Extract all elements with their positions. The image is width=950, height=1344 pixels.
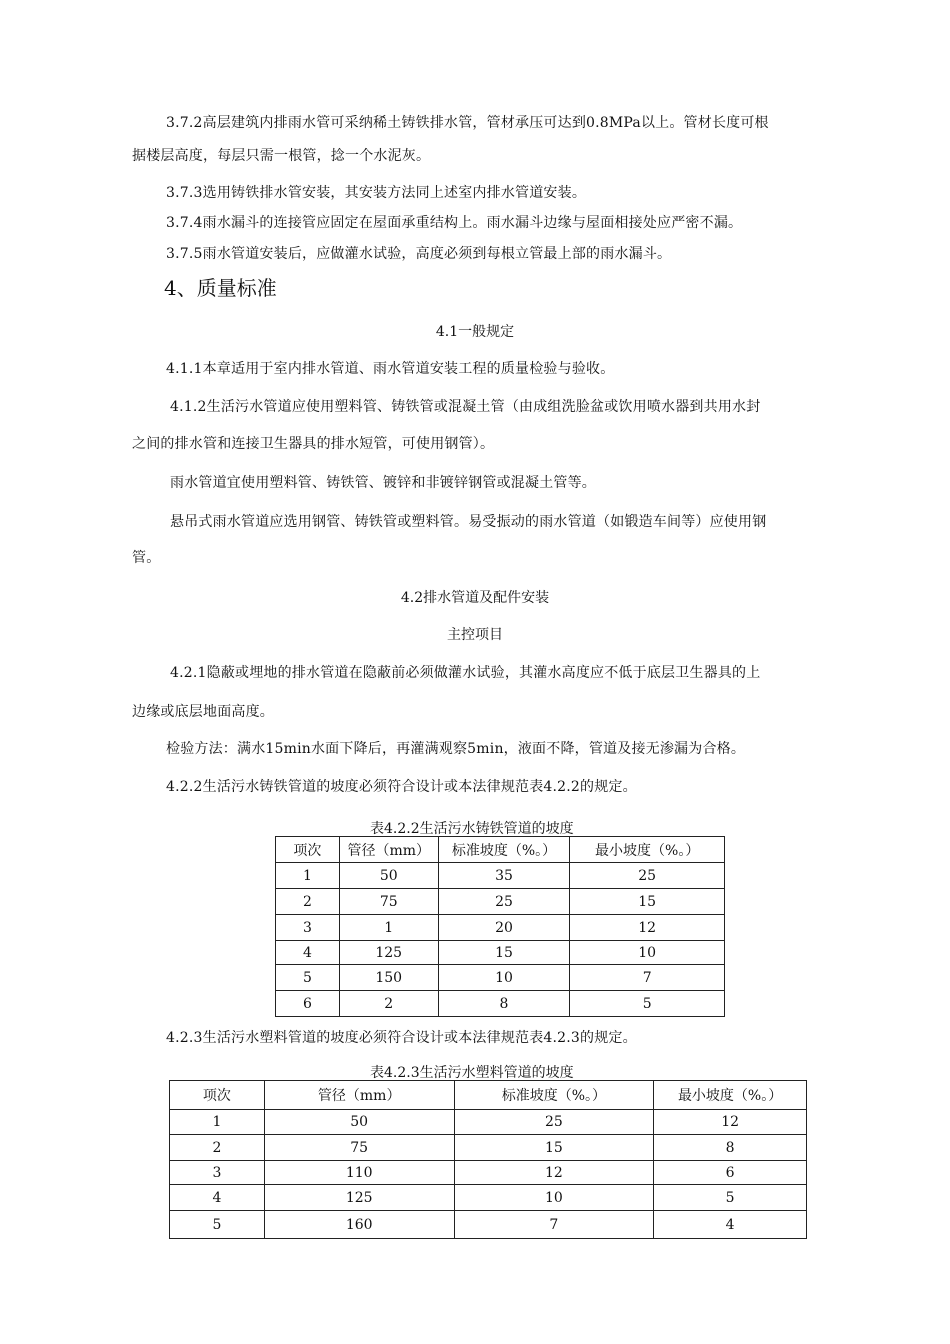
- table-cell: 1: [276, 863, 340, 889]
- table-cell: 20: [438, 915, 570, 941]
- table-header-cell: 标准坡度（%。）: [454, 1081, 654, 1110]
- text-line: 之间的排水管和连接卫生器具的排水短管，可使用钢管）。: [132, 436, 495, 452]
- text-line: 4.1.2生活污水管道应使用塑料管、铸铁管或混凝土管（由成组洗脸盆或饮用喷水器到共用水封: [170, 399, 761, 415]
- table-row: [276, 941, 725, 965]
- table-cell: 15: [438, 941, 570, 965]
- table-cell: 6: [654, 1161, 807, 1185]
- text-line: 4.2.1隐蔽或埋地的排水管道在隐蔽前必须做灌水试验，其灌水高度应不低于底层卫生器具的上: [170, 665, 761, 681]
- table-header-cell: 管径（mm）: [339, 837, 438, 863]
- table-cell: 2: [276, 889, 340, 915]
- table-cell: 2: [339, 991, 438, 1017]
- subsection-title-4-2: 4.2排水管道及配件安装: [400, 590, 550, 606]
- slope-table-plastic: [169, 1080, 807, 1239]
- table-cell: 4: [170, 1185, 265, 1211]
- table-cell: 7: [454, 1211, 654, 1239]
- table-row: [170, 1211, 807, 1239]
- subsection-subtitle: 主控项目: [447, 627, 503, 643]
- table-cell: 3: [170, 1161, 265, 1185]
- table-cell: 10: [570, 941, 725, 965]
- text-line: 3.7.2高层建筑内排雨水管可采纳稀土铸铁排水管，管材承压可达到0.8MPa以上。管材长度可根: [166, 115, 769, 131]
- table-cell: 5: [654, 1185, 807, 1211]
- table-row: [276, 889, 725, 915]
- table-cell: 12: [454, 1161, 654, 1185]
- table-header-cell: 项次: [276, 837, 340, 863]
- table-cell: 6: [276, 991, 340, 1017]
- table-cell: 4: [276, 941, 340, 965]
- table-cell: 2: [170, 1135, 265, 1161]
- paragraph-3-7-5: 3.7.5雨水管道安装后，应做灌水试验，高度必须到每根立管最上部的雨水漏斗。: [166, 246, 672, 262]
- paragraph-4-2-2: 4.2.2生活污水铸铁管道的坡度必须符合设计或本法律规范表4.2.2的规定。: [166, 779, 637, 795]
- table-header-cell: 标准坡度（%。）: [438, 837, 570, 863]
- table-cell: 7: [570, 965, 725, 991]
- paragraph-rain-pipe: 雨水管道宜使用塑料管、铸铁管、镀锌和非镀锌钢管或混凝土管等。: [170, 475, 596, 491]
- text-line: 边缘或底层地面高度。: [132, 704, 274, 720]
- text-line: 管。: [132, 550, 161, 566]
- paragraph-4-2-3: 4.2.3生活污水塑料管道的坡度必须符合设计或本法律规范表4.2.3的规定。: [166, 1030, 637, 1046]
- paragraph-3-7-4: 3.7.4雨水漏斗的连接管应固定在屋面承重结构上。雨水漏斗边缘与屋面相接处应严密不漏。: [166, 215, 743, 231]
- table-header-cell: 管径（mm）: [264, 1081, 454, 1110]
- table-row: [276, 965, 725, 991]
- table-cell: 125: [264, 1185, 454, 1211]
- table-cell: 1: [170, 1110, 265, 1135]
- table-row: [276, 991, 725, 1017]
- table-header-row: [276, 837, 725, 863]
- text-line: 悬吊式雨水管道应选用钢管、铸铁管或塑料管。易受振动的雨水管道（如锻造车间等）应使用钢: [170, 514, 767, 530]
- table-cell: 15: [454, 1135, 654, 1161]
- table-header-row: [170, 1081, 807, 1110]
- table-cell: 75: [339, 889, 438, 915]
- table-row: [170, 1110, 807, 1135]
- table-row: [276, 863, 725, 889]
- table-cell: 12: [570, 915, 725, 941]
- table-cell: 150: [339, 965, 438, 991]
- table-cell: 3: [276, 915, 340, 941]
- subsection-title-4-1: 4.1一般规定: [435, 324, 515, 340]
- table-cell: 12: [654, 1110, 807, 1135]
- table-cell: 25: [438, 889, 570, 915]
- table-cell: 5: [170, 1211, 265, 1239]
- table-cell: 4: [654, 1211, 807, 1239]
- table-row: [170, 1185, 807, 1211]
- table-cell: 160: [264, 1211, 454, 1239]
- table-cell: 110: [264, 1161, 454, 1185]
- table-cell: 10: [454, 1185, 654, 1211]
- table-header-cell: 项次: [170, 1081, 265, 1110]
- table-cell: 25: [570, 863, 725, 889]
- table-cell: 5: [276, 965, 340, 991]
- paragraph-test-method: 检验方法：满水15min水面下降后，再灌满观察5min，液面不降，管道及接无渗漏为合格。: [166, 741, 746, 757]
- table-header-cell: 最小坡度（%。）: [654, 1081, 807, 1110]
- table-cell: 25: [454, 1110, 654, 1135]
- table-cell: 10: [438, 965, 570, 991]
- table-cell: 50: [264, 1110, 454, 1135]
- table-cell: 75: [264, 1135, 454, 1161]
- slope-table-cast-iron: [275, 836, 725, 1017]
- table-caption: 表4.2.3生活污水塑料管道的坡度: [370, 1065, 574, 1081]
- paragraph-3-7-3: 3.7.3选用铸铁排水管安装，其安装方法同上述室内排水管道安装。: [166, 185, 587, 201]
- paragraph-4-1-1: 4.1.1本章适用于室内排水管道、雨水管道安装工程的质量检验与验收。: [166, 361, 615, 377]
- table-row: [276, 915, 725, 941]
- table-cell: 125: [339, 941, 438, 965]
- table-cell: 15: [570, 889, 725, 915]
- table-cell: 8: [654, 1135, 807, 1161]
- table-cell: 8: [438, 991, 570, 1017]
- table-cell: 1: [339, 915, 438, 941]
- table-row: [170, 1135, 807, 1161]
- table-header-cell: 最小坡度（%。）: [570, 837, 725, 863]
- table-row: [170, 1161, 807, 1185]
- table-cell: 35: [438, 863, 570, 889]
- text-line: 据楼层高度，每层只需一根管，捻一个水泥灰。: [132, 148, 431, 164]
- table-cell: 50: [339, 863, 438, 889]
- table-cell: 5: [570, 991, 725, 1017]
- table-caption: 表4.2.2生活污水铸铁管道的坡度: [370, 821, 574, 837]
- section-heading-4: 4、质量标准: [164, 276, 277, 300]
